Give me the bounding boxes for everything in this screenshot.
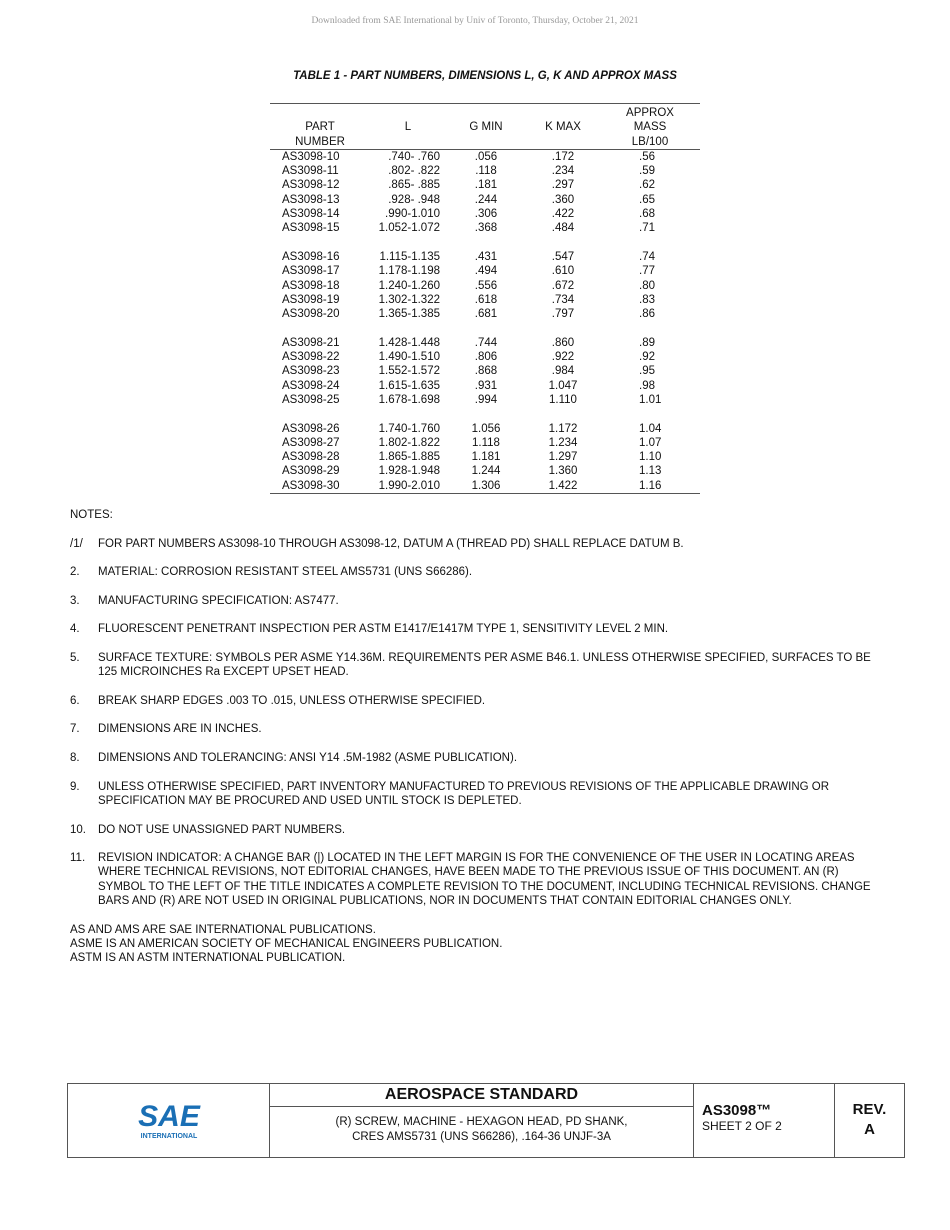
k-max-cell: .984 bbox=[551, 365, 575, 378]
g-min-cell: .868 bbox=[474, 365, 498, 378]
part-number-cell: AS3098-30 bbox=[282, 479, 340, 492]
note-text: MATERIAL: CORROSION RESISTANT STEEL AMS5731 (UNS S66286). bbox=[98, 566, 473, 579]
table-body bbox=[270, 150, 700, 493]
header-k-max: K MAX bbox=[545, 121, 581, 134]
k-max-cell: .922 bbox=[551, 351, 575, 364]
title-block-middle bbox=[270, 1084, 694, 1157]
note-number: 4. bbox=[70, 623, 80, 636]
k-max-cell: 1.297 bbox=[548, 451, 578, 464]
note-item bbox=[70, 694, 880, 708]
note-text: DO NOT USE UNASSIGNED PART NUMBERS. bbox=[98, 823, 346, 836]
note-number: 5. bbox=[70, 651, 80, 664]
l-cell: .865- .885 bbox=[388, 179, 440, 192]
table-row bbox=[270, 479, 700, 493]
part-number-cell: AS3098-26 bbox=[282, 422, 340, 435]
g-min-cell: .431 bbox=[474, 250, 498, 263]
g-min-cell: .368 bbox=[474, 222, 498, 235]
mass-cell: .56 bbox=[639, 150, 655, 163]
l-cell: 1.928-1.948 bbox=[378, 465, 440, 478]
l-cell: .990-1.010 bbox=[385, 208, 440, 221]
logo-mark: SAE bbox=[137, 1099, 200, 1133]
part-number-cell: AS3098-24 bbox=[282, 379, 340, 392]
part-number-cell: AS3098-18 bbox=[282, 279, 340, 292]
l-cell: 1.802-1.822 bbox=[378, 436, 440, 449]
note-item bbox=[70, 823, 880, 837]
g-min-cell: .931 bbox=[474, 379, 498, 392]
g-min-cell: .618 bbox=[474, 293, 498, 306]
mass-cell: 1.04 bbox=[639, 422, 662, 435]
header-approx-mass: APPROX MASS LB/100 bbox=[626, 107, 674, 148]
table-row bbox=[270, 422, 700, 436]
part-number-cell: AS3098-11 bbox=[282, 165, 339, 178]
document-description: (R) SCREW, MACHINE - HEXAGON HEAD, PD SHANK, CRES AMS5731 (UNS S66286), .164-36 UNJF-3A bbox=[335, 1116, 628, 1143]
logo-subtext: INTERNATIONAL bbox=[140, 1132, 197, 1140]
k-max-cell: .297 bbox=[551, 179, 575, 192]
note-number: 6. bbox=[70, 694, 80, 707]
mass-cell: 1.13 bbox=[639, 465, 662, 478]
note-number: 11. bbox=[70, 852, 86, 865]
mass-cell: .77 bbox=[639, 265, 655, 278]
table-row bbox=[270, 207, 700, 221]
table-row bbox=[270, 436, 700, 450]
k-max-cell: .172 bbox=[551, 150, 575, 163]
part-number-cell: AS3098-27 bbox=[282, 436, 340, 449]
g-min-cell: .681 bbox=[474, 308, 498, 321]
table-row bbox=[270, 307, 700, 321]
g-min-cell: .244 bbox=[474, 193, 498, 206]
table-row bbox=[270, 178, 700, 192]
part-number-cell: AS3098-29 bbox=[282, 465, 340, 478]
note-item bbox=[70, 565, 880, 579]
k-max-cell: 1.047 bbox=[548, 379, 578, 392]
table-title: TABLE 1 - PART NUMBERS, DIMENSIONS L, G, K AND APPROX MASS bbox=[293, 70, 677, 82]
note-text: DIMENSIONS AND TOLERANCING: ANSI Y14 .5M-1982 (ASME PUBLICATION). bbox=[98, 752, 518, 765]
g-min-cell: 1.056 bbox=[471, 422, 501, 435]
standard-type: AEROSPACE STANDARD bbox=[270, 1084, 693, 1107]
publications bbox=[70, 923, 880, 966]
mass-cell: .80 bbox=[639, 279, 655, 292]
l-cell: 1.490-1.510 bbox=[378, 351, 440, 364]
note-text: BREAK SHARP EDGES .003 TO .015, UNLESS OTHERWISE SPECIFIED. bbox=[98, 694, 486, 707]
document-number: AS3098™ bbox=[702, 1102, 772, 1119]
publication-line: ASTM IS AN ASTM INTERNATIONAL PUBLICATION. bbox=[70, 952, 346, 965]
l-cell: 1.865-1.885 bbox=[378, 451, 440, 464]
note-text: DIMENSIONS ARE IN INCHES. bbox=[98, 723, 262, 736]
l-cell: 1.115-1.135 bbox=[379, 250, 440, 263]
l-cell: .802- .822 bbox=[388, 165, 440, 178]
notes-section bbox=[70, 508, 880, 966]
k-max-cell: 1.172 bbox=[548, 422, 578, 435]
table-row bbox=[270, 150, 700, 164]
group-gap bbox=[270, 236, 700, 250]
group-gap bbox=[270, 321, 700, 335]
publication-line: ASME IS AN AMERICAN SOCIETY OF MECHANICAL ENGINEERS PUBLICATION. bbox=[70, 937, 503, 950]
mass-cell: .92 bbox=[639, 351, 655, 364]
header-g-min: G MIN bbox=[469, 121, 503, 134]
part-number-cell: AS3098-13 bbox=[282, 193, 340, 206]
g-min-cell: .494 bbox=[474, 265, 498, 278]
l-cell: 1.302-1.322 bbox=[378, 293, 440, 306]
table-row bbox=[270, 264, 700, 278]
group-gap bbox=[270, 407, 700, 421]
l-cell: 1.240-1.260 bbox=[378, 279, 440, 292]
table-row bbox=[270, 393, 700, 407]
table-row bbox=[270, 164, 700, 178]
table-row bbox=[270, 464, 700, 478]
table-row bbox=[270, 350, 700, 364]
mass-cell: 1.16 bbox=[639, 479, 662, 492]
mass-cell: .62 bbox=[639, 179, 655, 192]
l-cell: .740- .760 bbox=[388, 150, 440, 163]
publication-line: AS AND AMS ARE SAE INTERNATIONAL PUBLICATIONS. bbox=[70, 923, 376, 936]
mass-cell: .59 bbox=[639, 165, 655, 178]
table-row bbox=[270, 364, 700, 378]
mass-cell: .74 bbox=[639, 250, 655, 263]
note-text: REVISION INDICATOR: A CHANGE BAR (|) LOCATED IN THE LEFT MARGIN IS FOR THE CONVENIENCE OF THE USER IN LOCATING AREAS WHERE TECHNICAL REVISIONS, NOT EDITORIAL CHANGES, HAVE BEEN MADE TO THE PREVIOUS ISSUE OF THIS DOCUMENT. AN (R) SYMBOL TO THE LEFT OF THE TITLE INDICATES A COMPLETE REVISION TO THE DOCUMENT, INCLUDING TECHNICAL REVISIONS. CHANGE BARS AND (R) ARE NOT USED IN ORIGINAL PUBLICATIONS, NOR IN DOCUMENTS THAT CONTAIN EDITORIAL CHANGES ONLY. bbox=[98, 852, 871, 908]
k-max-cell: 1.360 bbox=[548, 465, 578, 478]
part-number-cell: AS3098-20 bbox=[282, 308, 340, 321]
download-note: Downloaded from SAE International by Univ of Toronto, Thursday, October 21, 2021 bbox=[311, 16, 639, 26]
part-number-cell: AS3098-21 bbox=[282, 336, 340, 349]
l-cell: 1.615-1.635 bbox=[378, 379, 440, 392]
part-number-cell: AS3098-14 bbox=[282, 208, 340, 221]
g-min-cell: 1.118 bbox=[472, 436, 500, 449]
document-id bbox=[694, 1084, 835, 1157]
k-max-cell: .672 bbox=[551, 279, 575, 292]
k-max-cell: 1.234 bbox=[548, 436, 578, 449]
part-number-cell: AS3098-28 bbox=[282, 451, 340, 464]
sae-logo-icon bbox=[134, 1100, 204, 1142]
part-number-cell: AS3098-10 bbox=[282, 150, 340, 163]
g-min-cell: .994 bbox=[474, 393, 498, 406]
k-max-cell: .734 bbox=[551, 293, 575, 306]
k-max-cell: .547 bbox=[551, 250, 575, 263]
part-number-cell: AS3098-25 bbox=[282, 393, 340, 406]
parts-table bbox=[270, 103, 700, 494]
revision-value: A bbox=[864, 1121, 875, 1138]
note-item bbox=[70, 537, 880, 551]
note-item bbox=[70, 722, 880, 736]
table-row bbox=[270, 221, 700, 235]
sae-logo bbox=[68, 1084, 270, 1157]
mass-cell: .98 bbox=[639, 379, 655, 392]
g-min-cell: 1.244 bbox=[471, 465, 501, 478]
l-cell: 1.552-1.572 bbox=[378, 365, 440, 378]
l-cell: 1.178-1.198 bbox=[378, 265, 440, 278]
title-block bbox=[67, 1083, 905, 1158]
mass-cell: .68 bbox=[639, 208, 655, 221]
l-cell: 1.740-1.760 bbox=[378, 422, 440, 435]
mass-cell: .71 bbox=[639, 222, 655, 235]
revision-label: REV. bbox=[852, 1101, 887, 1118]
part-number-cell: AS3098-22 bbox=[282, 351, 340, 364]
part-number-cell: AS3098-17 bbox=[282, 265, 340, 278]
g-min-cell: 1.306 bbox=[471, 479, 501, 492]
table-header bbox=[270, 103, 700, 150]
mass-cell: 1.10 bbox=[639, 451, 662, 464]
table-row bbox=[270, 450, 700, 464]
g-min-cell: .556 bbox=[474, 279, 498, 292]
note-item bbox=[70, 751, 880, 765]
l-cell: .928- .948 bbox=[388, 193, 440, 206]
revision bbox=[835, 1084, 904, 1157]
l-cell: 1.678-1.698 bbox=[378, 393, 440, 406]
k-max-cell: .360 bbox=[551, 193, 575, 206]
table-bottom-rule bbox=[270, 493, 700, 494]
note-number: 8. bbox=[70, 752, 80, 765]
note-item bbox=[70, 780, 880, 809]
note-item bbox=[70, 594, 880, 608]
note-text: SURFACE TEXTURE: SYMBOLS PER ASME Y14.36M. REQUIREMENTS PER ASME B46.1. UNLESS OTHERWISE SPECIFIED, SURFACES TO BE 125 MICROINCHES Ra EXCEPT UPSET HEAD. bbox=[98, 651, 871, 679]
note-text: MANUFACTURING SPECIFICATION: AS7477. bbox=[98, 594, 339, 607]
note-text: FOR PART NUMBERS AS3098-10 THROUGH AS3098-12, DATUM A (THREAD PD) SHALL REPLACE DATUM B. bbox=[98, 537, 684, 550]
note-number: /1/ bbox=[70, 537, 83, 550]
note-item bbox=[70, 622, 880, 636]
table-row bbox=[270, 193, 700, 207]
mass-cell: 1.07 bbox=[639, 436, 662, 449]
l-cell: 1.428-1.448 bbox=[378, 336, 440, 349]
g-min-cell: 1.181 bbox=[471, 451, 501, 464]
note-number: 2. bbox=[70, 566, 80, 579]
l-cell: 1.990-2.010 bbox=[378, 479, 440, 492]
notes-list bbox=[70, 537, 880, 909]
l-cell: 1.052-1.072 bbox=[378, 222, 440, 235]
notes-heading: NOTES: bbox=[70, 509, 113, 521]
part-number-cell: AS3098-23 bbox=[282, 365, 340, 378]
g-min-cell: .056 bbox=[474, 150, 498, 163]
g-min-cell: .118 bbox=[475, 165, 497, 178]
header-l: L bbox=[404, 121, 412, 134]
k-max-cell: .797 bbox=[551, 308, 575, 321]
mass-cell: .86 bbox=[639, 308, 655, 321]
g-min-cell: .806 bbox=[474, 351, 498, 364]
k-max-cell: .484 bbox=[551, 222, 575, 235]
k-max-cell: .860 bbox=[551, 336, 575, 349]
mass-cell: .89 bbox=[639, 336, 655, 349]
note-text: UNLESS OTHERWISE SPECIFIED, PART INVENTORY MANUFACTURED TO PREVIOUS REVISIONS OF THE APPLICABLE DRAWING OR SPECIFICATION MAY BE PROCURED AND USED UNTIL STOCK IS DEPLETED. bbox=[98, 780, 830, 807]
table-row bbox=[270, 250, 700, 264]
mass-cell: .95 bbox=[639, 365, 655, 378]
part-number-cell: AS3098-16 bbox=[282, 250, 340, 263]
table-row bbox=[270, 293, 700, 307]
part-number-cell: AS3098-19 bbox=[282, 293, 340, 306]
l-cell: 1.365-1.385 bbox=[378, 308, 440, 321]
header-part-number: PART NUMBER bbox=[295, 121, 345, 148]
g-min-cell: .306 bbox=[474, 208, 498, 221]
sheet-number: SHEET 2 OF 2 bbox=[702, 1119, 782, 1133]
k-max-cell: 1.110 bbox=[549, 393, 577, 406]
note-item bbox=[70, 851, 880, 908]
g-min-cell: .744 bbox=[474, 336, 498, 349]
g-min-cell: .181 bbox=[474, 179, 498, 192]
note-number: 3. bbox=[70, 594, 80, 607]
note-number: 10. bbox=[70, 823, 86, 836]
k-max-cell: .234 bbox=[551, 165, 575, 178]
mass-cell: .83 bbox=[639, 293, 655, 306]
note-number: 7. bbox=[70, 723, 80, 736]
part-number-cell: AS3098-15 bbox=[282, 222, 340, 235]
note-item bbox=[70, 651, 880, 680]
table-row bbox=[270, 379, 700, 393]
mass-cell: 1.01 bbox=[639, 393, 662, 406]
k-max-cell: 1.422 bbox=[548, 479, 578, 492]
note-text: FLUORESCENT PENETRANT INSPECTION PER ASTM E1417/E1417M TYPE 1, SENSITIVITY LEVEL 2 MIN. bbox=[98, 623, 669, 636]
table-row bbox=[270, 279, 700, 293]
mass-cell: .65 bbox=[639, 193, 655, 206]
k-max-cell: .422 bbox=[551, 208, 575, 221]
table-row bbox=[270, 336, 700, 350]
note-number: 9. bbox=[70, 780, 80, 793]
k-max-cell: .610 bbox=[551, 265, 575, 278]
part-number-cell: AS3098-12 bbox=[282, 179, 340, 192]
